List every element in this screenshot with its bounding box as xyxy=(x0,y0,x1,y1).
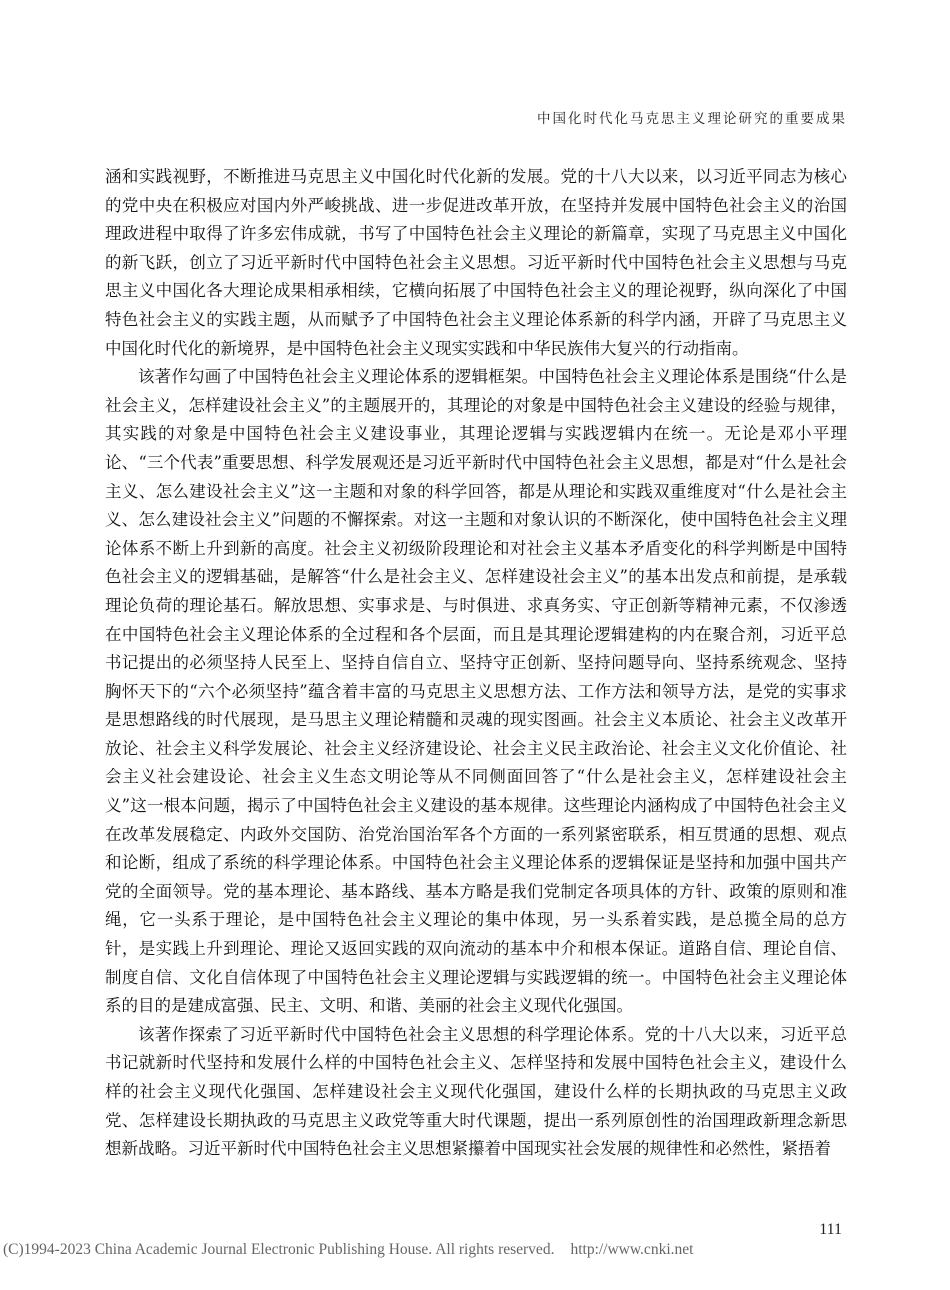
body-paragraph-2: 该著作勾画了中国特色社会主义理论体系的逻辑框架。中国特色社会主义理论体系是围绕“什么是社会主义，怎样建设社会主义”的主题展开的，其理论的对象是中国特色社会主义建设的经验与规律，其实践的对象是中国特色社会主义建设事业，其理论逻辑与实践逻辑内在统一。无论是邓小平理论、“三个代表”重要思想、科学发展观还是习近平新时代中国特色社会主义思想，都是对“什么是社会主义、怎么建设社会主义”这一主题和对象的科学回答，都是从理论和实践双重维度对“什么是社会主义、怎么建设社会主义”问题的不懈探索。对这一主题和对象认识的不断深化，使中国特色社会主义理论体系不断上升到新的高度。社会主义初级阶段理论和对社会主义基本矛盾变化的科学判断是中国特色社会主义的逻辑基础，是解答“什么是社会主义、怎样建设社会主义”的基本出发点和前提，是承载理论负荷的理论基石。解放思想、实事求是、与时俱进、求真务实、守正创新等精神元素，不仅渗透在中国特色社会主义理论体系的全过程和各个层面，而且是其理论逻辑建构的内在聚合剂，习近平总书记提出的必须坚持人民至上、坚持自信自立、坚持守正创新、坚持问题导向、坚持系统观念、坚持胸怀天下的“六个必须坚持”蕴含着丰富的马克思主义思想方法、工作方法和领导方法，是党的实事求是思想路线的时代展现，是马思主义理论精髓和灵魂的现实图画。社会主义本质论、社会主义改革开放论、社会主义科学发展论、社会主义经济建设论、社会主义民主政治论、社会主义文化价值论、社会主义社会建设论、社会主义生态文明论等从不同侧面回答了“什么是社会主义，怎样建设社会主义”这一根本问题，揭示了中国特色社会主义建设的基本规律。这些理论内涵构成了中国特色社会主义在改革发展稳定、内政外交国防、治党治国治军各个方面的一系列紧密联系，相互贯通的思想、观点和论断，组成了系统的科学理论体系。中国特色社会主义理论体系的逻辑保证是坚持和加强中国共产党的全面领导。党的基本理论、基本路线、基本方略是我们党制定各项具体的方针、政策的原则和准绳，它一头系于理论，是中国特色社会主义理论的集中体现，另一头系着实践，是总揽全局的总方针，是实践上升到理论、理论又返回实践的双向流动的基本中介和根本保证。道路自信、理论自信、制度自信、文化自信体现了中国特色社会主义理论逻辑与实践逻辑的统一。中国特色社会主义理论体系的目的是建成富强、民主、文明、和谐、美丽的社会主义现代化强国。 xyxy=(105,367,847,1016)
page-number: 111 xyxy=(819,1221,842,1238)
article-body xyxy=(105,163,847,1164)
cnki-url-link[interactable]: http://www.cnki.net xyxy=(570,1241,694,1258)
copyright-notice: (C)1994-2023 China Academic Journal Electronic Publishing House. All rights reserved. xyxy=(3,1241,555,1258)
copyright-footer xyxy=(3,1241,947,1259)
body-paragraph-1: 涵和实践视野，不断推进马克思主义中国化时代化新的发展。党的十八大以来，以习近平同志为核心的党中央在积极应对国内外严峻挑战、进一步促进改革开放，在坚持并发展中国特色社会主义的治国理政进程中取得了许多宏伟成就，书写了中国特色社会主义理论的新篇章，实现了马克思主义中国化的新飞跃，创立了习近平新时代中国特色社会主义思想。习近平新时代中国特色社会主义思想与马克思主义中国化各大理论成果相承相续，它横向拓展了中国特色社会主义的理论视野，纵向深化了中国特色社会主义的实践主题，从而赋予了中国特色社会主义理论体系新的科学内涵，开辟了马克思主义中国化时代化的新境界，是中国特色社会主义现实实践和中华民族伟大复兴的行动指南。 xyxy=(105,167,847,358)
running-header-title: 中国化时代化马克思主义理论研究的重要成果 xyxy=(537,111,847,127)
body-paragraph-3: 该著作探索了习近平新时代中国特色社会主义思想的科学理论体系。党的十八大以来，习近平总书记就新时代坚持和发展什么样的中国特色社会主义、怎样坚持和发展中国特色社会主义，建设什么样的社会主义现代化强国、怎样建设社会主义现代化强国，建设什么样的长期执政的马克思主义政党、怎样建设长期执政的马克思主义政党等重大时代课题，提出一系列原创性的治国理政新理念新思想新战略。习近平新时代中国特色社会主义思想紧攥着中国现实社会发展的规律性和必然性，紧捂着 xyxy=(105,1024,847,1159)
